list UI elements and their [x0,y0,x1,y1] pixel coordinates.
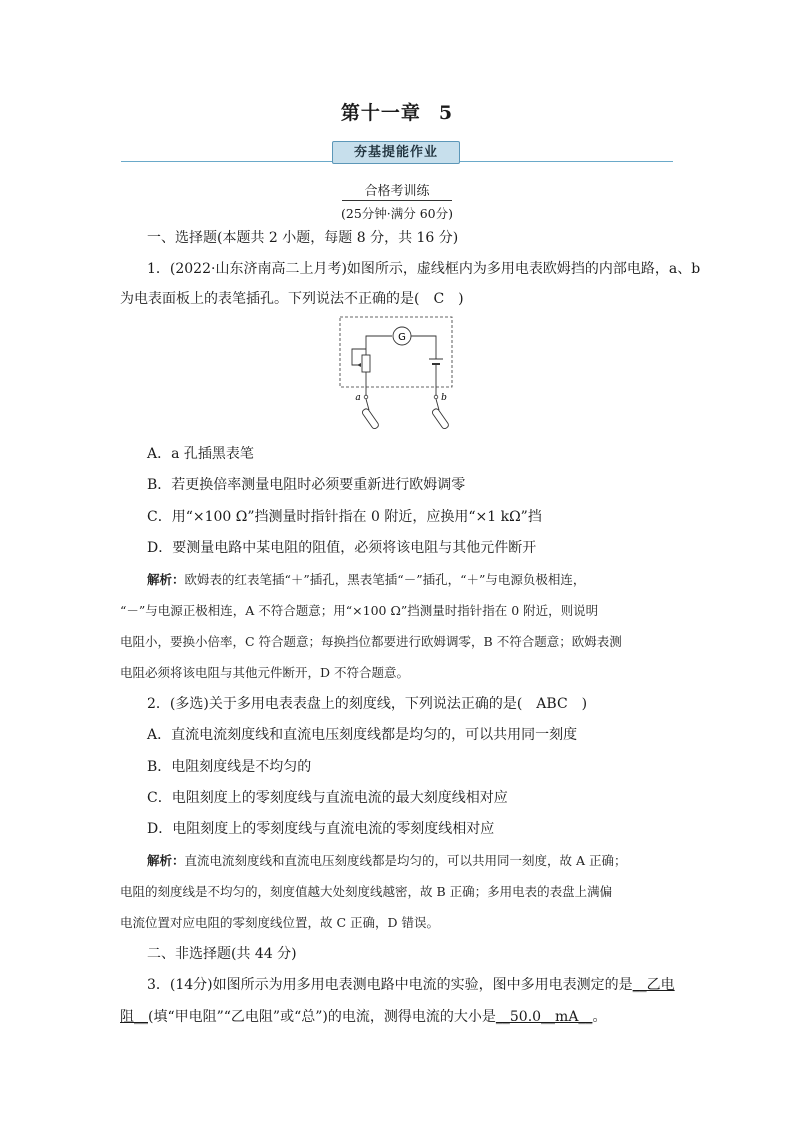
q1-explain-line3: 电阻小，要换小倍率，C 符合题意；每换挡位都要进行欧姆调零，B 不符合题意；欧姆表测 [120,634,622,649]
q2-explain-line3: 电流位置对应电阻的零刻度线位置，故 C 正确，D 错误。 [120,915,440,930]
q1-explain-line1: 欧姆表的红表笔插“＋”插孔，黑表笔插“－”插孔，“＋”与电源负极相连， [184,572,586,587]
jack-b-icon [434,395,438,399]
jack-b-label: b [441,393,447,403]
page-title [0,98,794,125]
q3-stem-part1: 3．(14分)如图所示为用多用电表测电路中电流的实验，图中多用电表测定的是 [147,977,633,993]
q2-explain-line1: 直流电流刻度线和直流电压刻度线都是均匀的，可以共用同一刻度，故 A 正确； [184,853,627,868]
q1-option-a: A．a 孔插黑表笔 [147,446,254,462]
probe-b-icon [431,399,449,430]
subhead-title: 合格考训练 [342,180,451,201]
q3-answer-blank-1a: __乙电 [632,977,675,993]
q1-explain-label: 解析： [147,572,185,587]
section-1-heading: 一、选择题(本题共 2 小题，每题 8 分，共 16 分) [147,230,459,246]
q3-line2 [120,1007,680,1027]
q1-explain-line4: 电阻必须将该电阻与其他元件断开，D 不符合题意。 [120,665,409,680]
q2-option-c: C．电阻刻度上的零刻度线与直流电流的最大刻度线相对应 [147,790,508,806]
q3-answer-blank-2: __50.0__mA__ [495,1009,593,1025]
rheostat-slider-arrow-icon [357,363,361,367]
q1-explain-line2: “－”与电源正极相连，A 不符合题意；用“×100 Ω”挡测量时指针指在 0 附近，则说明 [120,603,599,618]
jack-a-label: a [355,393,361,403]
q1-line2: 为电表面板上的表笔插孔。下列说法不正确的是( C ) [120,291,464,307]
banner: 夯基提能作业 [332,141,460,164]
chapter-label: 第十一章 [340,102,421,124]
q2-option-d: D．电阻刻度上的零刻度线与直流电流的零刻度线相对应 [147,821,495,837]
subhead-duration: (25分钟·满分 60分) [340,206,453,221]
q1-explanation [120,564,680,688]
q1-line1: 1．(2022·山东济南高二上月考)如图所示，虚线框内为多用电表欧姆挡的内部电路，a、b [147,261,701,277]
galvanometer-label: G [398,332,406,343]
wire-top-right [411,336,436,359]
ohmmeter-circuit-diagram [336,315,456,435]
probe-a-icon [361,399,379,430]
q2-stem: 2．(多选)关于多用电表表盘上的刻度线，下列说法正确的是( ABC ) [147,696,588,712]
section-number: 5 [438,102,454,124]
q2-explain-line2: 电阻的刻度线是不均匀的，刻度值越大处刻度线越密，故 B 正确；多用电表的表盘上满偏 [120,884,613,899]
section-2-heading: 二、非选择题(共 44 分) [147,946,297,962]
q2-explanation [120,845,680,938]
dashed-frame [340,317,452,387]
q2-option-a: A．直流电流刻度线和直流电压刻度线都是均匀的，可以共用同一刻度 [147,727,578,743]
q3-answer-blank-1b: 阻__ [120,1009,148,1025]
rheostat-icon [362,355,370,372]
q1-option-b: B．若更换倍率测量电阻时必须要重新进行欧姆调零 [147,477,466,493]
q3-end-mark: 。 [592,1009,607,1025]
q3-line1 [147,975,707,995]
jack-a-icon [364,395,368,399]
q1-option-c: C．用“×100 Ω”挡测量时指针指在 0 附近，应换用“×1 kΩ”挡 [147,509,542,525]
q1-option-d: D．要测量电路中某电阻的阻值，必须将该电阻与其他元件断开 [147,540,537,556]
q2-option-b: B．电阻刻度线是不均匀的 [147,759,312,775]
q2-explain-label: 解析： [147,853,185,868]
subhead [0,180,794,222]
q3-stem-part2: (填“甲电阻”“乙电阻”或“总”)的电流，测得电流的大小是 [148,1009,496,1025]
